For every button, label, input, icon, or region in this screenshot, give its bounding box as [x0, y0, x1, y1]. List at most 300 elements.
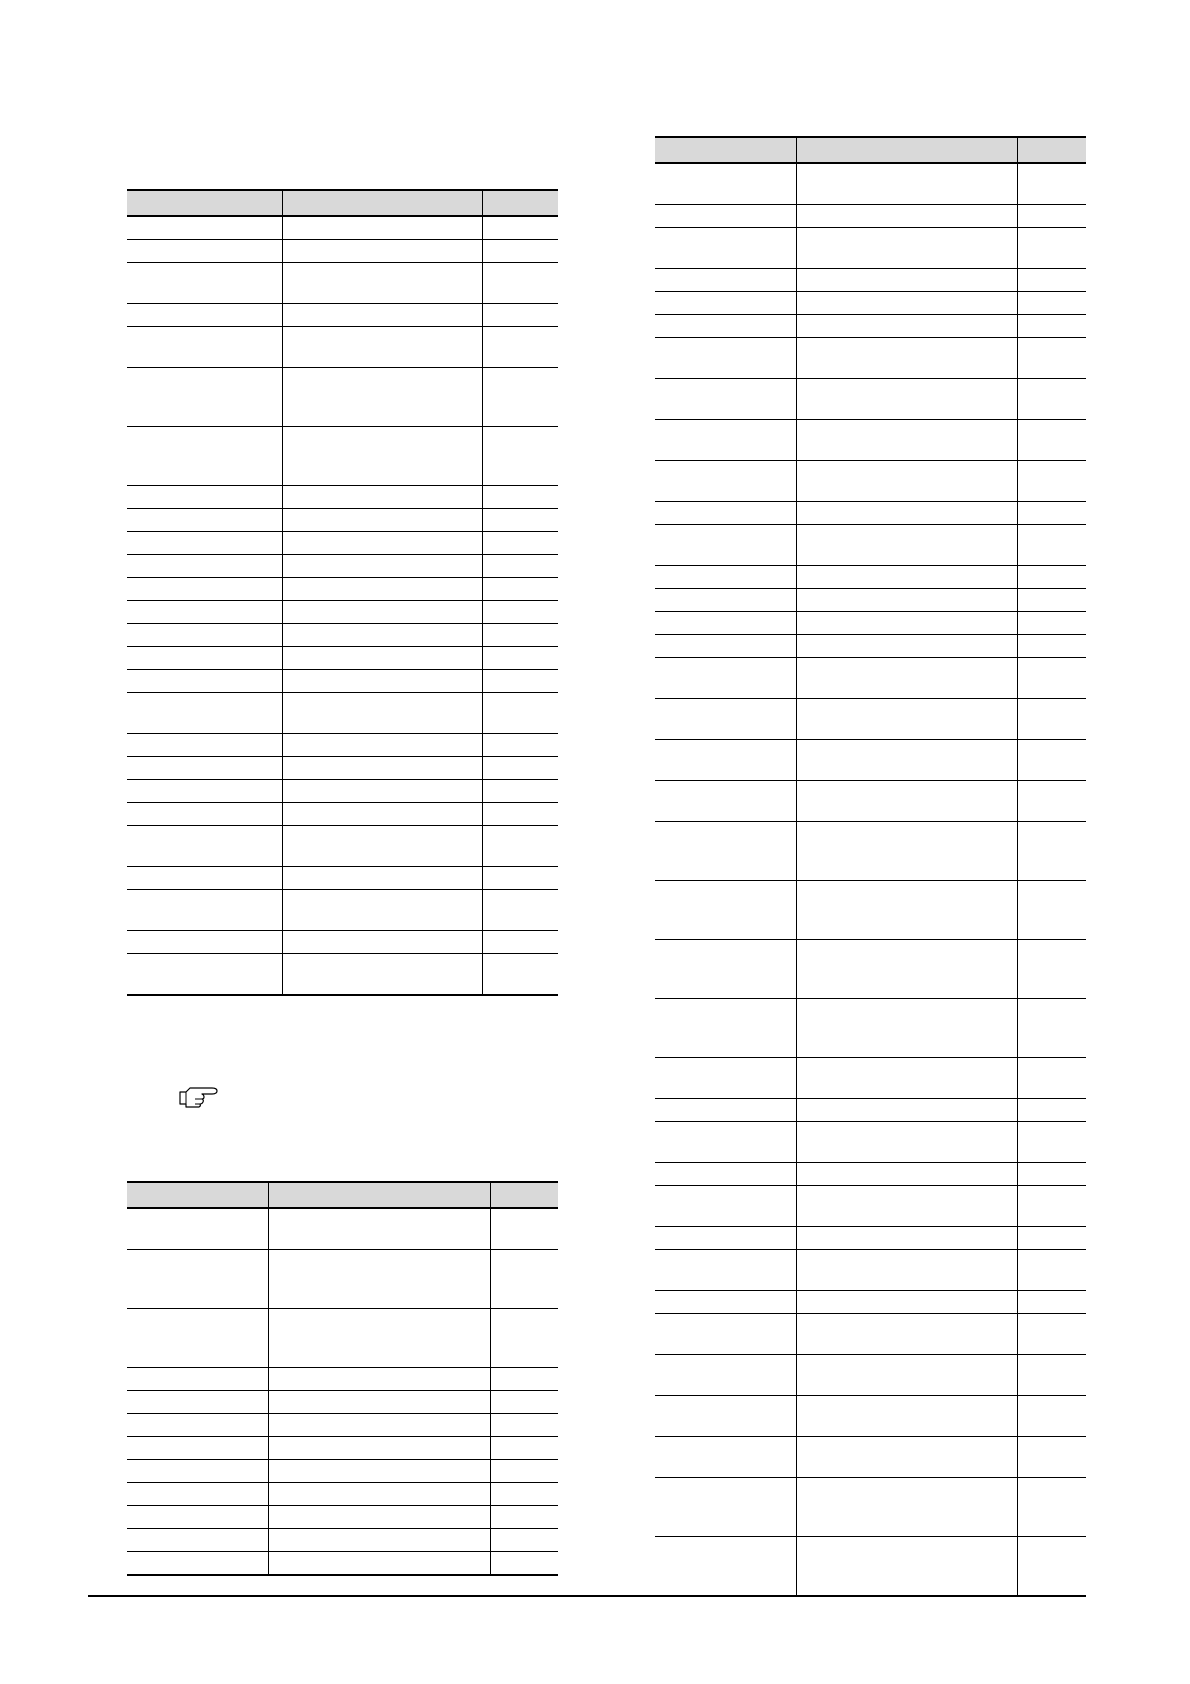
table-cell: [796, 635, 1017, 657]
table-cell: [1017, 228, 1086, 268]
table-cell: [655, 1250, 796, 1290]
table-cell: [655, 740, 796, 780]
table-cell: [282, 601, 482, 623]
table-cell: [490, 1250, 558, 1308]
table-cell: [796, 1437, 1017, 1477]
table-cell: [127, 1437, 268, 1459]
table-cell: [796, 379, 1017, 419]
table-cell: [1017, 292, 1086, 314]
table-1: [127, 189, 558, 996]
table-cell: [127, 1309, 268, 1367]
table-cell: [127, 1529, 268, 1551]
table-row: [655, 525, 1086, 566]
table-cell: [482, 263, 558, 303]
table-cell: [796, 1314, 1017, 1354]
table-cell: [127, 1368, 268, 1390]
table-row: [127, 757, 558, 780]
table-cell: [282, 486, 482, 508]
table-cell: [655, 999, 796, 1057]
table-cell: [796, 315, 1017, 337]
table-cell: [282, 327, 482, 367]
table-cell: [268, 1250, 490, 1308]
column-header: [796, 138, 1017, 162]
table-cell: [482, 890, 558, 930]
table-row: [127, 734, 558, 757]
table-cell: [796, 1291, 1017, 1313]
table-cell: [655, 228, 796, 268]
table-header: [127, 189, 558, 217]
table-cell: [1017, 1227, 1086, 1249]
table-row: [655, 1058, 1086, 1099]
table-cell: [796, 164, 1017, 204]
table-cell: [268, 1506, 490, 1528]
table-cell: [1017, 1058, 1086, 1098]
table-cell: [127, 647, 282, 669]
table-row: [655, 1227, 1086, 1250]
table-cell: [482, 327, 558, 367]
table-cell: [796, 228, 1017, 268]
table-cell: [482, 240, 558, 262]
column-header: [1017, 138, 1086, 162]
table-cell: [796, 881, 1017, 939]
table-row: [655, 164, 1086, 205]
table-cell: [655, 1163, 796, 1185]
table-cell: [490, 1414, 558, 1436]
column-header: [482, 191, 558, 215]
table-cell: [655, 1122, 796, 1162]
table-cell: [796, 1227, 1017, 1249]
table-cell: [1017, 999, 1086, 1057]
table-body: [127, 217, 558, 996]
table-cell: [1017, 502, 1086, 524]
table-cell: [482, 217, 558, 239]
table-cell: [1017, 589, 1086, 611]
table-cell: [655, 1186, 796, 1226]
table-cell: [127, 1483, 268, 1505]
table-row: [655, 1355, 1086, 1396]
table-cell: [282, 217, 482, 239]
table-cell: [482, 304, 558, 326]
table-row: [127, 427, 558, 486]
table-row: [655, 1122, 1086, 1163]
table-row: [127, 1309, 558, 1368]
table-cell: [796, 1537, 1017, 1595]
table-cell: [282, 427, 482, 485]
table-cell: [1017, 699, 1086, 739]
table-cell: [482, 954, 558, 994]
table-cell: [1017, 1122, 1086, 1162]
table-cell: [796, 1186, 1017, 1226]
table-cell: [268, 1209, 490, 1249]
table-row: [655, 589, 1086, 612]
table-cell: [655, 338, 796, 378]
table-cell: [796, 1099, 1017, 1121]
table-cell: [655, 1537, 796, 1595]
table-cell: [796, 1355, 1017, 1395]
table-cell: [282, 647, 482, 669]
table-cell: [1017, 740, 1086, 780]
table-cell: [127, 1250, 268, 1308]
table-row: [655, 269, 1086, 292]
table-cell: [1017, 658, 1086, 698]
table-row: [655, 1186, 1086, 1227]
table-cell: [796, 566, 1017, 588]
table-row: [655, 635, 1086, 658]
table-cell: [268, 1309, 490, 1367]
table-row: [655, 461, 1086, 502]
table-cell: [655, 164, 796, 204]
table-cell: [1017, 612, 1086, 634]
table-row: [655, 1291, 1086, 1314]
table-cell: [282, 624, 482, 646]
table-cell: [282, 670, 482, 692]
table-cell: [796, 999, 1017, 1057]
table-cell: [796, 589, 1017, 611]
table-row: [127, 803, 558, 826]
table-row: [127, 601, 558, 624]
table-cell: [482, 368, 558, 426]
table-cell: [127, 555, 282, 577]
table-row: [127, 1483, 558, 1506]
table-cell: [655, 1291, 796, 1313]
column-header: [268, 1183, 490, 1207]
table-row: [655, 822, 1086, 881]
table-row: [655, 1314, 1086, 1355]
table-cell: [796, 740, 1017, 780]
table-cell: [1017, 566, 1086, 588]
table-cell: [655, 315, 796, 337]
table-row: [655, 1537, 1086, 1597]
table-cell: [282, 867, 482, 889]
table-cell: [1017, 1437, 1086, 1477]
table-cell: [282, 826, 482, 866]
table-cell: [490, 1309, 558, 1367]
table-cell: [655, 379, 796, 419]
table-cell: [655, 1058, 796, 1098]
table-cell: [655, 635, 796, 657]
table-cell: [655, 658, 796, 698]
table-cell: [1017, 205, 1086, 227]
table-row: [655, 315, 1086, 338]
table-cell: [1017, 461, 1086, 501]
table-cell: [282, 240, 482, 262]
table-row: [655, 881, 1086, 940]
table-cell: [1017, 1099, 1086, 1121]
table-row: [127, 368, 558, 427]
table-body: [655, 164, 1086, 1597]
table-cell: [482, 780, 558, 802]
table-cell: [127, 1506, 268, 1528]
table-cell: [127, 304, 282, 326]
table-row: [127, 1552, 558, 1576]
table-row: [655, 205, 1086, 228]
table-cell: [1017, 635, 1086, 657]
table-cell: [482, 931, 558, 953]
table-cell: [127, 601, 282, 623]
table-cell: [282, 578, 482, 600]
table-row: [127, 263, 558, 304]
table-cell: [1017, 1537, 1086, 1595]
table-cell: [796, 1122, 1017, 1162]
table-row: [127, 1391, 558, 1414]
table-cell: [268, 1391, 490, 1413]
table-cell: [268, 1529, 490, 1551]
table-cell: [655, 566, 796, 588]
table-cell: [655, 525, 796, 565]
table-row: [127, 1460, 558, 1483]
table-cell: [482, 826, 558, 866]
table-row: [127, 240, 558, 263]
table-cell: [655, 502, 796, 524]
table-cell: [796, 822, 1017, 880]
table-cell: [1017, 881, 1086, 939]
table-cell: [127, 624, 282, 646]
table-cell: [127, 532, 282, 554]
table-cell: [1017, 269, 1086, 291]
table-cell: [1017, 420, 1086, 460]
table-cell: [282, 734, 482, 756]
table-row: [655, 740, 1086, 781]
table-cell: [655, 822, 796, 880]
table-cell: [655, 881, 796, 939]
table-header: [127, 1181, 558, 1209]
table-cell: [127, 1552, 268, 1574]
table-cell: [655, 1478, 796, 1536]
table-cell: [796, 205, 1017, 227]
table-cell: [268, 1437, 490, 1459]
table-cell: [282, 304, 482, 326]
table-cell: [482, 734, 558, 756]
table-cell: [655, 940, 796, 998]
table-cell: [655, 205, 796, 227]
table-row: [655, 1099, 1086, 1122]
table-cell: [268, 1414, 490, 1436]
table-row: [655, 999, 1086, 1058]
table-row: [655, 338, 1086, 379]
table-row: [655, 1396, 1086, 1437]
table-cell: [482, 532, 558, 554]
table-cell: [268, 1460, 490, 1482]
table-cell: [490, 1506, 558, 1528]
table-row: [655, 420, 1086, 461]
table-row: [127, 1368, 558, 1391]
table-cell: [796, 502, 1017, 524]
table-cell: [1017, 1186, 1086, 1226]
table-row: [127, 532, 558, 555]
table-cell: [1017, 315, 1086, 337]
table-cell: [127, 780, 282, 802]
table-header: [655, 136, 1086, 164]
table-cell: [490, 1460, 558, 1482]
column-header: [655, 138, 796, 162]
table-row: [655, 292, 1086, 315]
table-cell: [282, 368, 482, 426]
table-cell: [1017, 525, 1086, 565]
table-row: [127, 890, 558, 931]
table-cell: [1017, 1291, 1086, 1313]
table-cell: [490, 1437, 558, 1459]
table-row: [655, 228, 1086, 269]
table-cell: [268, 1368, 490, 1390]
table-cell: [482, 803, 558, 825]
table-cell: [127, 954, 282, 994]
table-row: [655, 781, 1086, 822]
table-cell: [127, 1391, 268, 1413]
table-row: [127, 624, 558, 647]
table-cell: [490, 1529, 558, 1551]
table-cell: [282, 693, 482, 733]
table-cell: [655, 1396, 796, 1436]
table-cell: [490, 1483, 558, 1505]
table-cell: [1017, 822, 1086, 880]
table-cell: [127, 803, 282, 825]
table-row: [655, 1437, 1086, 1478]
table-cell: [482, 867, 558, 889]
table-cell: [655, 269, 796, 291]
table-row: [127, 1529, 558, 1552]
table-row: [127, 486, 558, 509]
table-cell: [282, 954, 482, 994]
table-row: [127, 867, 558, 890]
table-cell: [1017, 164, 1086, 204]
table-cell: [282, 780, 482, 802]
table-cell: [1017, 1314, 1086, 1354]
table-cell: [268, 1552, 490, 1574]
table-cell: [127, 734, 282, 756]
table-cell: [127, 509, 282, 531]
table-cell: [655, 461, 796, 501]
table-cell: [282, 890, 482, 930]
table-cell: [1017, 1478, 1086, 1536]
table-cell: [482, 624, 558, 646]
table-cell: [127, 670, 282, 692]
table-cell: [796, 338, 1017, 378]
table-row: [655, 1478, 1086, 1537]
table-cell: [655, 612, 796, 634]
table-cell: [796, 269, 1017, 291]
table-3: [655, 136, 1086, 1597]
table-row: [127, 217, 558, 240]
table-cell: [1017, 1163, 1086, 1185]
column-header: [490, 1183, 558, 1207]
pointing-hand-icon: [178, 1086, 220, 1113]
table-cell: [282, 509, 482, 531]
table-cell: [655, 1227, 796, 1249]
table-cell: [127, 890, 282, 930]
table-cell: [482, 670, 558, 692]
table-row: [655, 379, 1086, 420]
table-row: [127, 304, 558, 327]
table-cell: [482, 647, 558, 669]
table-row: [655, 699, 1086, 740]
table-cell: [490, 1368, 558, 1390]
table-cell: [796, 1058, 1017, 1098]
table-row: [127, 1250, 558, 1309]
table-cell: [127, 693, 282, 733]
table-cell: [796, 1163, 1017, 1185]
table-cell: [127, 867, 282, 889]
table-cell: [127, 826, 282, 866]
table-row: [655, 1250, 1086, 1291]
column-header: [127, 191, 282, 215]
table-cell: [282, 532, 482, 554]
table-cell: [796, 612, 1017, 634]
table-cell: [655, 1355, 796, 1395]
table-cell: [127, 240, 282, 262]
table-cell: [482, 486, 558, 508]
table-cell: [655, 1099, 796, 1121]
table-cell: [655, 1437, 796, 1477]
table-row: [655, 566, 1086, 589]
table-row: [127, 1209, 558, 1250]
table-cell: [796, 1396, 1017, 1436]
table-cell: [1017, 338, 1086, 378]
table-row: [655, 940, 1086, 999]
table-cell: [1017, 1355, 1086, 1395]
table-row: [127, 826, 558, 867]
table-cell: [655, 292, 796, 314]
table-cell: [1017, 379, 1086, 419]
table-row: [127, 954, 558, 996]
table-cell: [482, 427, 558, 485]
table-cell: [796, 525, 1017, 565]
table-row: [655, 502, 1086, 525]
table-cell: [127, 931, 282, 953]
table-cell: [796, 420, 1017, 460]
table-cell: [1017, 940, 1086, 998]
table-row: [127, 1506, 558, 1529]
table-cell: [796, 292, 1017, 314]
table-cell: [655, 699, 796, 739]
table-cell: [282, 757, 482, 779]
table-cell: [655, 589, 796, 611]
table-cell: [796, 658, 1017, 698]
table-cell: [268, 1483, 490, 1505]
table-cell: [282, 555, 482, 577]
table-cell: [655, 420, 796, 460]
table-cell: [1017, 781, 1086, 821]
table-cell: [655, 1314, 796, 1354]
table-row: [127, 647, 558, 670]
column-header: [282, 191, 482, 215]
table-cell: [127, 263, 282, 303]
table-cell: [282, 931, 482, 953]
table-cell: [127, 1209, 268, 1249]
table-row: [127, 1414, 558, 1437]
table-cell: [490, 1209, 558, 1249]
table-cell: [127, 217, 282, 239]
table-row: [127, 509, 558, 532]
table-cell: [796, 1478, 1017, 1536]
table-cell: [127, 1414, 268, 1436]
table-2: [127, 1181, 558, 1576]
table-cell: [127, 1460, 268, 1482]
table-cell: [796, 940, 1017, 998]
table-cell: [796, 461, 1017, 501]
table-cell: [127, 427, 282, 485]
table-cell: [490, 1552, 558, 1574]
table-cell: [127, 757, 282, 779]
table-cell: [482, 757, 558, 779]
table-cell: [796, 699, 1017, 739]
table-cell: [127, 578, 282, 600]
table-row: [127, 780, 558, 803]
table-cell: [282, 803, 482, 825]
table-cell: [796, 1250, 1017, 1290]
table-cell: [482, 693, 558, 733]
table-cell: [1017, 1396, 1086, 1436]
column-header: [127, 1183, 268, 1207]
